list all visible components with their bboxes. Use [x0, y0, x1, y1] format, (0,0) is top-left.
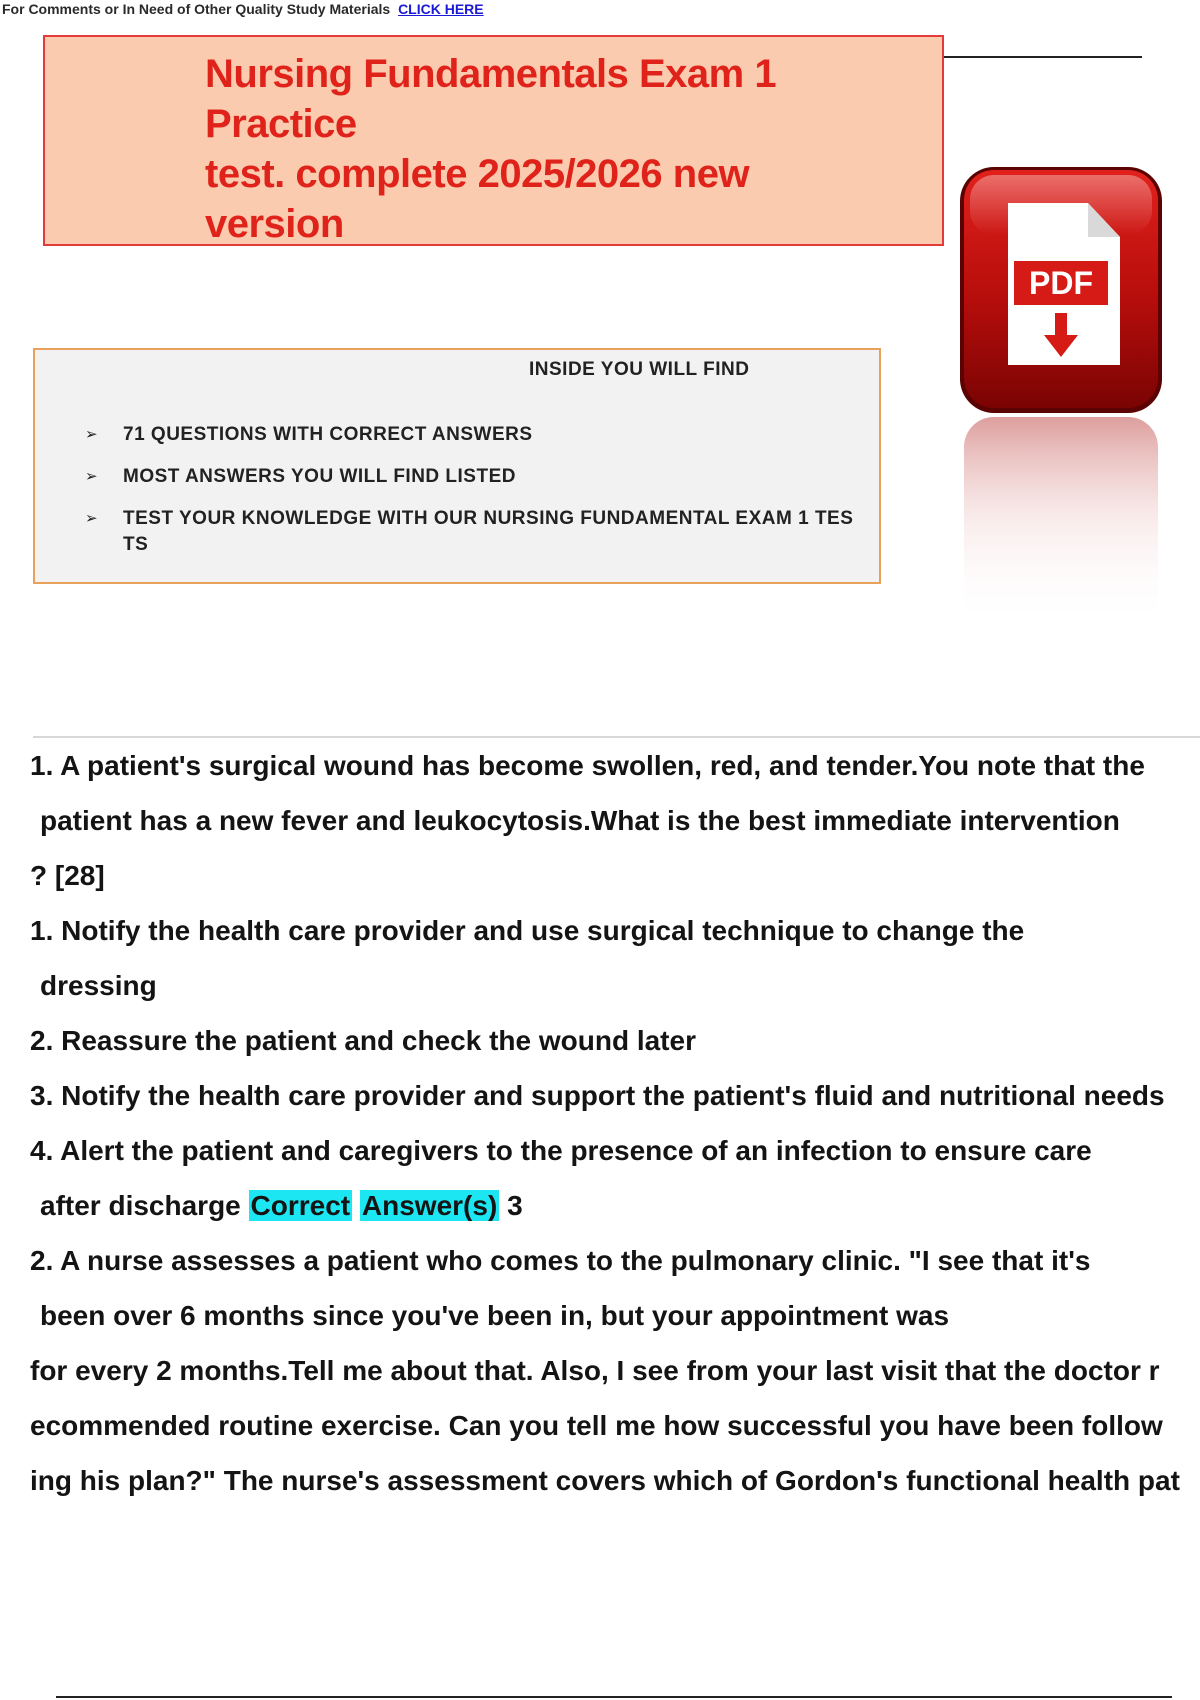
document-title — [205, 49, 925, 249]
title-line-2: test. complete 2025/2026 new — [205, 152, 750, 196]
question-stem: ecommended routine exercise. Can you tell me how successful you have been follow — [30, 1410, 1163, 1441]
answer-option — [30, 1013, 1200, 1068]
title-line-1: Nursing Fundamentals Exam 1 Practice — [205, 52, 777, 146]
pdf-label: PDF — [1029, 265, 1093, 301]
header-note — [2, 1, 484, 17]
info-heading: INSIDE YOU WILL FIND — [529, 359, 750, 380]
question-content — [30, 738, 1200, 1508]
option-text-cont: after discharge — [40, 1190, 241, 1221]
info-item-text-cont: TS — [123, 534, 149, 555]
info-item-text: MOST ANSWERS YOU WILL FIND LISTED — [123, 466, 516, 487]
question-stem: 2. A nurse assesses a patient who comes to the pulmonary clinic. "I see that it's — [30, 1245, 1091, 1276]
question-stem: ing his plan?" The nurse's assessment covers which of Gordon's functional health pat — [30, 1465, 1180, 1496]
info-item — [85, 422, 865, 448]
pdf-download-icon — [958, 165, 1164, 635]
title-box — [43, 35, 944, 246]
info-item — [85, 464, 865, 490]
header-note-text: For Comments or In Need of Other Quality Study Materials — [2, 1, 391, 17]
arrow-bullet-icon: ➢ — [85, 510, 99, 527]
answer-line — [30, 1178, 1200, 1233]
bottom-divider — [56, 1696, 1172, 1698]
info-item — [85, 506, 865, 558]
answer-option — [30, 903, 1200, 958]
info-list — [85, 422, 865, 574]
question-stem: patient has a new fever and leukocytosis.What is the best immediate intervention — [40, 805, 1120, 836]
option-text: Alert the patient and caregivers to the presence of an infection to ensure care — [60, 1135, 1092, 1166]
info-item-text: 71 QUESTIONS WITH CORRECT ANSWERS — [123, 424, 533, 445]
info-box — [33, 348, 881, 584]
option-text: Notify the health care provider and use surgical technique to change the — [61, 915, 1025, 946]
option-number: 1. — [30, 915, 54, 946]
option-text: Reassure the patient and check the wound later — [61, 1025, 696, 1056]
option-number: 4. — [30, 1135, 54, 1166]
question-stem: for every 2 months.Tell me about that. Also, I see from your last visit that the doctor r — [30, 1355, 1160, 1386]
click-here-link[interactable]: CLICK HERE — [398, 1, 484, 17]
question-stem: ? [28] — [30, 860, 105, 891]
info-item-text: TEST YOUR KNOWLEDGE WITH OUR NURSING FUNDAMENTAL EXAM 1 TES — [123, 508, 854, 529]
question-stem: been over 6 months since you've been in, but your appointment was — [40, 1300, 950, 1331]
option-number: 2. — [30, 1025, 54, 1056]
option-text-cont: dressing — [40, 970, 157, 1001]
answer-option — [30, 1123, 1200, 1178]
arrow-bullet-icon: ➢ — [85, 426, 99, 443]
title-line-3: version — [205, 202, 344, 246]
option-text: Notify the health care provider and support the patient's fluid and nutritional needs — [61, 1080, 1165, 1111]
answer-value: 3 — [507, 1190, 523, 1221]
answer-option — [30, 1068, 1200, 1123]
answers-label: Answer(s) — [361, 1190, 498, 1221]
option-number: 3. — [30, 1080, 54, 1111]
arrow-bullet-icon: ➢ — [85, 468, 99, 485]
title-rule — [944, 56, 1142, 58]
correct-label: Correct — [250, 1190, 351, 1221]
question-stem: 1. A patient's surgical wound has become swollen, red, and tender.You note that the — [30, 750, 1145, 781]
